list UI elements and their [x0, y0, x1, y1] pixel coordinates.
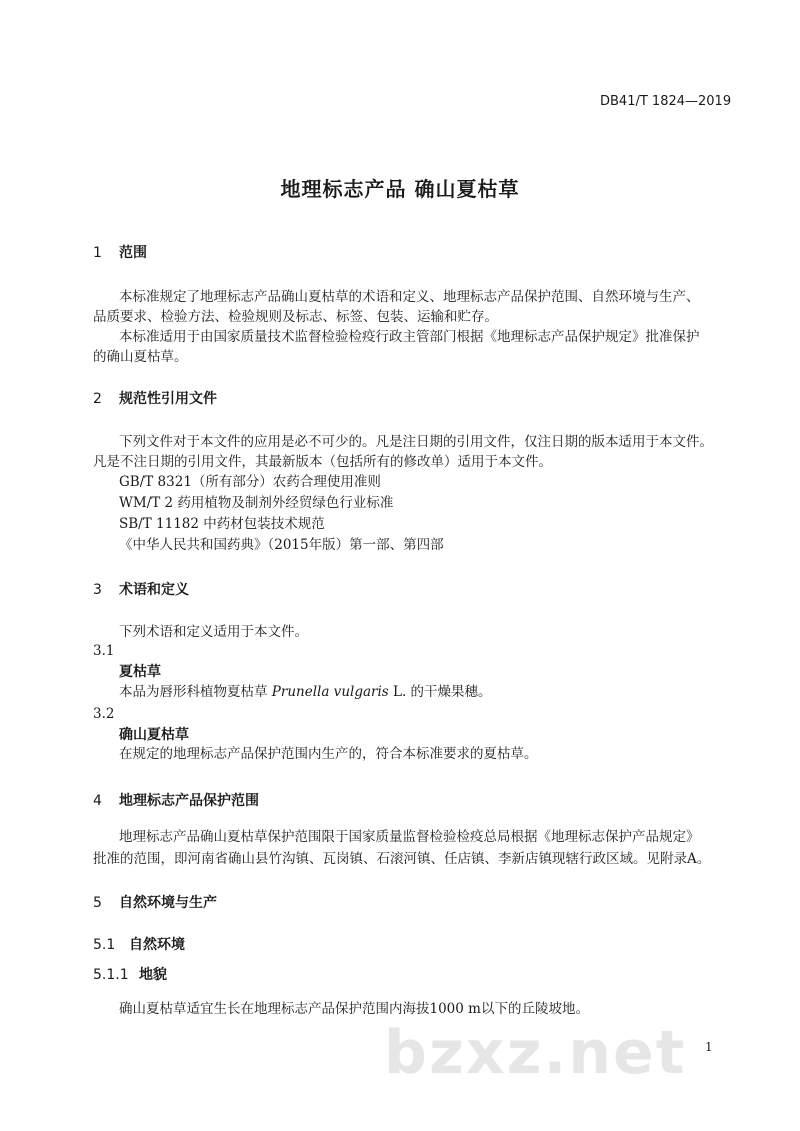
term-definition: 在规定的地理标志产品保护范围内生产的，符合本标准要求的夏枯草。 [119, 746, 538, 762]
term-number: 3.1 [93, 643, 115, 659]
section-2-heading [93, 388, 217, 408]
section-title: 规范性引用文件 [119, 391, 217, 407]
section-title: 范围 [119, 245, 147, 261]
term-name: 夏枯草 [119, 664, 161, 680]
section-number: 2 [93, 391, 102, 407]
section-number: 1 [93, 245, 102, 261]
paragraph-line: 确山夏枯草适宜生长在地理标志产品保护范围内海拔1000 m以下的丘陵坡地。 [119, 1001, 589, 1017]
section-title: 自然环境与生产 [119, 895, 217, 911]
watermark: bzxz.net [384, 1018, 687, 1088]
section-number: 5.1.1 [93, 967, 129, 983]
subsection-5-1-heading [93, 934, 185, 954]
document-title: 地理标志产品 确山夏枯草 [280, 177, 520, 201]
section-number: 5 [93, 895, 102, 911]
paragraph-line: 本标准规定了地理标志产品确山夏枯草的术语和定义、地理标志产品保护范围、自然环境与生产、 [119, 289, 700, 305]
section-title: 地貌 [139, 967, 167, 983]
section-1-heading [93, 242, 147, 262]
standard-code: DB41/T 1824—2019 [600, 94, 732, 109]
paragraph-line: 下列文件对于本文件的应用是必不可少的。凡是注日期的引用文件，仅注日期的版本适用于本文件。 [119, 434, 713, 450]
paragraph-line: 品质要求、检验方法、检验规则及标志、标签、包装、运输和贮存。 [93, 309, 498, 325]
paragraph-line: 批准的范围，即河南省确山县竹沟镇、瓦岗镇、石滚河镇、任店镇、李新店镇现辖行政区域。见附录A。 [93, 851, 711, 867]
reference-item: GB/T 8321（所有部分）农药合理使用准则 [119, 474, 381, 490]
paragraph-line: 的确山夏枯草。 [93, 349, 188, 365]
reference-item: 《中华人民共和国药典》（2015年版）第一部、第四部 [119, 537, 444, 553]
section-title: 术语和定义 [119, 582, 189, 598]
section-4-heading [93, 790, 259, 810]
section-title: 地理标志产品保护范围 [119, 793, 259, 809]
term-name: 确山夏枯草 [119, 727, 189, 743]
section-number: 4 [93, 793, 102, 809]
subsection-5-1-1-heading [93, 964, 167, 984]
page-number: 1 [705, 1040, 713, 1054]
term-number: 3.2 [93, 706, 115, 722]
term-definition [119, 682, 492, 702]
latin-name: Prunella vulgaris [271, 684, 389, 700]
paragraph-line: 下列术语和定义适用于本文件。 [119, 624, 308, 640]
section-title: 自然环境 [129, 937, 185, 953]
paragraph-line: 地理标志产品确山夏枯草保护范围限于国家质量监督检验检疫总局根据《地理标志保护产品规定》 [119, 829, 700, 845]
definition-text: 本品为唇形科植物夏枯草 [119, 684, 272, 700]
definition-text: L. 的干燥果穗。 [388, 684, 492, 700]
section-3-heading [93, 579, 189, 599]
reference-item: SB/T 11182 中药材包装技术规范 [119, 516, 325, 532]
paragraph-line: 本标准适用于由国家质量技术监督检验检疫行政主管部门根据《地理标志产品保护规定》批准保护 [119, 329, 700, 345]
section-5-heading [93, 892, 217, 912]
paragraph-line: 凡是不注日期的引用文件，其最新版本（包括所有的修改单）适用于本文件。 [93, 454, 552, 470]
section-number: 3 [93, 582, 102, 598]
reference-item: WM/T 2 药用植物及制剂外经贸绿色行业标准 [119, 495, 394, 511]
section-number: 5.1 [93, 937, 116, 953]
